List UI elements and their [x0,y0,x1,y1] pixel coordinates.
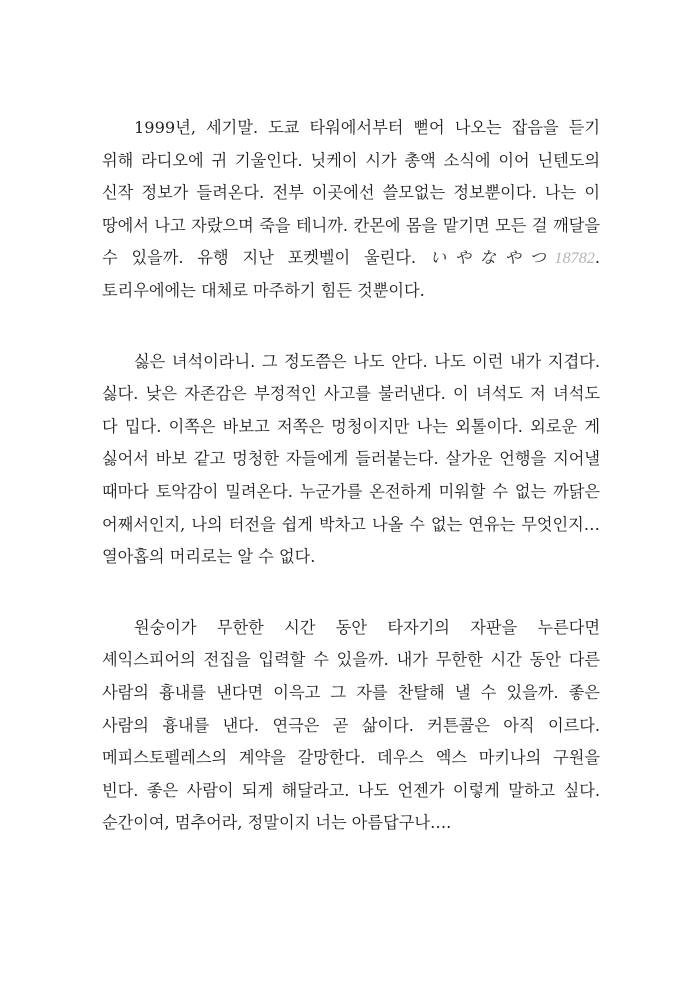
paragraph-2: 싫은 녀석이라니. 그 정도쯤은 나도 안다. 나도 이런 내가 지겹다. 싫다. 낮은 자존감은 부정적인 사고를 불러낸다. 이 녀석도 저 녀석도 다 밉다. 이쪽은 바보고 저쪽은 멍청이지만 나는 외톨이다. 외로운 게 싫어서 바보 같고 멍청한 자들에게 들러붙는다. 살가운 언행을 지어낼 때마다 토악감이 밀려온다. 누군가를 온전하게 미워할 수 없는 까닭은 어째서인지, 나의 터전을 쉽게 박차고 나올 수 없는 연유는 무엇인지… 열아홉의 머리로는 알 수 없다. [102,351,600,567]
paragraph-1-tail: . 토리우에에는 대체로 마주하기 힘든 것뿐이다. [102,248,600,300]
pager-message: いやなやつ [429,248,555,268]
paragraph-1 [102,112,600,308]
document-body [102,112,600,878]
paragraph-3: 원숭이가 무한한 시간 동안 타자기의 자판을 누른다면 셰익스피어의 전집을 입력할 수 있을까. 내가 무한한 시간 동안 다른 사람의 흉내를 낸다면 이윽고 그 자를 찬탈해 낼 수 있을까. 좋은 사람의 흉내를 낸다. 연극은 곧 삶이다. 커튼콜은 아직 이르다. 메피스토펠레스의 계약을 갈망한다. 데우스 엑스 마키나의 구원을 빈다. 좋은 사람이 되게 해달라고. 나도 언젠가 이렇게 말하고 싶다. 순간이여, 멈추어라, 정말이지 너는 아름답구나…. [102,617,600,833]
pager-code: 18782 [554,249,595,268]
paragraph-1-text: 1999년, 세기말. 도쿄 타워에서부터 뻗어 나오는 잡음을 듣기 위해 라디오에 귀 기울인다. 닛케이 시가 총액 소식에 이어 닌텐도의 신작 정보가 들려온다. 전부 이곳에선 쓸모없는 정보뿐이다. 나는 이 땅에서 나고 자랐으며 죽을 테니까. 칸몬에 몸을 맡기면 모든 걸 깨달을 수 있을까. 유행 지난 포켓벨이 울린다. [102,118,600,268]
